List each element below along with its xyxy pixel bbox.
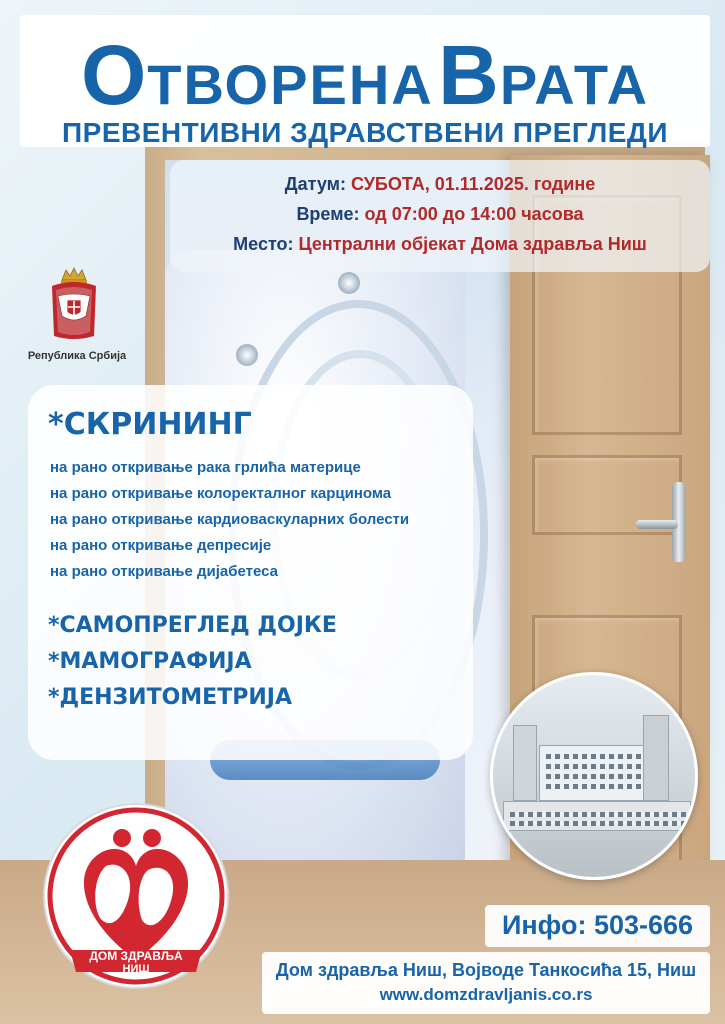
service-breast-self-exam: *САМОПРЕГЛЕД ДОЈКЕ [48, 613, 337, 638]
serbian-coat-of-arms-icon [48, 266, 100, 342]
screening-item: на рано откривање депресије [50, 537, 272, 554]
time-value: од 07:00 до 14:00 часова [364, 204, 584, 224]
services-panel [28, 385, 473, 760]
event-info-box [170, 160, 710, 272]
logo-text-line1: ДОМ ЗДРАВЉА [89, 949, 183, 963]
background-tower [643, 715, 669, 801]
emblem-label: Република Србија [27, 350, 127, 362]
place-label: Место: [233, 234, 294, 254]
address-text: Дом здравља Ниш, Војводе Танкосића 15, Ниш [275, 960, 697, 980]
page-title [20, 28, 710, 122]
place-value: Централни објекат Дома здравља Ниш [298, 234, 647, 254]
screening-item: на рано откривање колоректалног карцинома [50, 485, 392, 502]
screening-item: на рано откривање рака грлића материце [50, 459, 361, 476]
logo-text-line2: НИШ [122, 963, 150, 975]
event-time [170, 204, 710, 225]
page-subtitle: ПРЕВЕНТИВНИ ЗДРАВСТВЕНИ ПРЕГЛЕДИ [62, 117, 668, 148]
title-rest-2: РАТА [499, 53, 650, 116]
event-date [170, 174, 710, 195]
background-block [513, 725, 537, 801]
health-center-building-photo [490, 672, 698, 880]
event-place [170, 234, 710, 255]
address-box [262, 952, 710, 1014]
building-main [539, 745, 649, 801]
service-densitometry: *ДЕНЗИТОМЕТРИЈА [48, 685, 292, 710]
date-label: Датум: [284, 174, 346, 194]
info-phone: Инфо: 503-666 [501, 910, 694, 940]
service-mammography: *МАМОГРАФИЈА [48, 649, 252, 674]
phone-box [485, 905, 710, 947]
screening-item: на рано откривање дијабетеса [50, 563, 278, 580]
stethoscope-earpiece-left [236, 344, 258, 366]
title-initial-1: О [80, 28, 148, 122]
website-link[interactable]: www.domzdravljanis.co.rs [379, 985, 593, 1004]
screening-item: на рано откривање кардиоваскуларних болести [50, 511, 410, 528]
date-value: СУБОТА, 01.11.2025. године [350, 174, 596, 194]
dom-zdravlja-logo [40, 800, 232, 992]
door-lever [636, 520, 678, 529]
title-initial-2: В [438, 28, 500, 122]
stethoscope-earpiece-right [338, 272, 360, 294]
title-rest-1: ТВОРЕНА [147, 53, 434, 116]
header-banner [20, 15, 710, 147]
time-label: Време: [296, 204, 360, 224]
screening-heading: *СКРИНИНГ [48, 407, 252, 442]
building-wing [503, 801, 691, 831]
